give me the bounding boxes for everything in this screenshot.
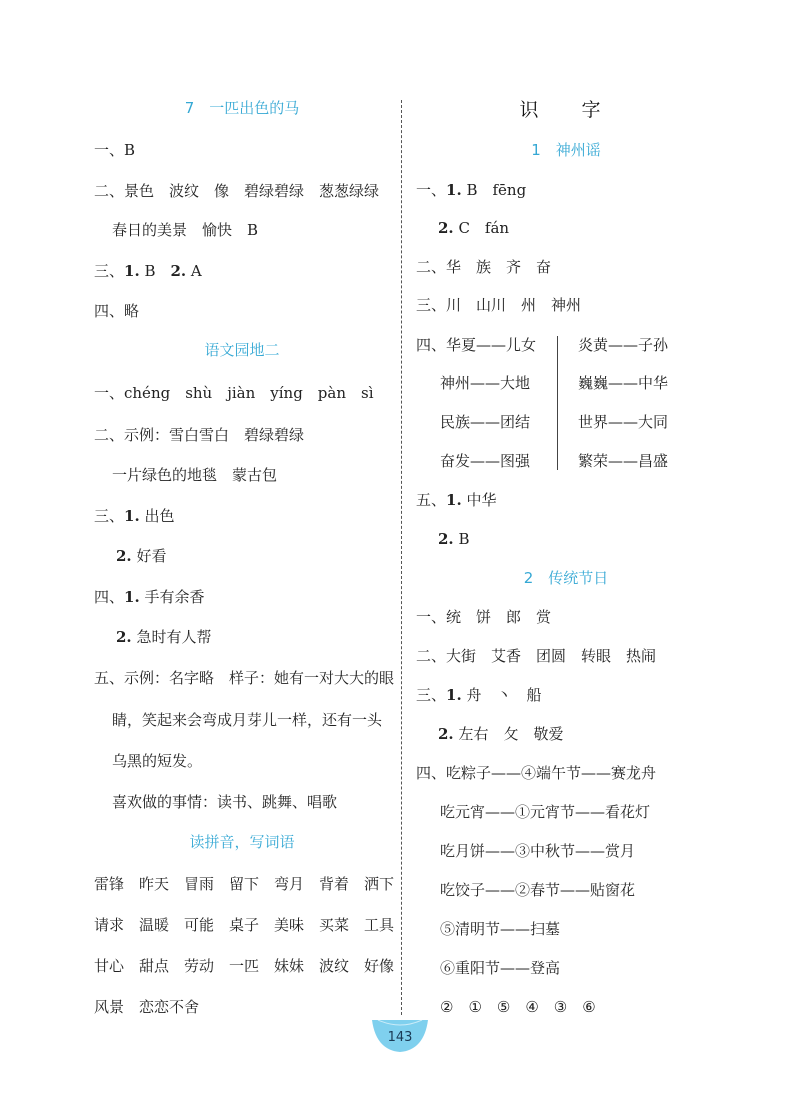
l7-q3-ans2: A (186, 262, 202, 280)
page-number-badge (372, 1020, 428, 1054)
column-divider (401, 100, 402, 1015)
s1-pair-left-2: 神州——大地 (440, 374, 531, 392)
garden-2-title: 语文园地二 (204, 341, 280, 359)
s2-festival-row-3: 吃月饼——③中秋节——赏月 (440, 842, 636, 860)
words-row-2: 请求 温暖 可能 桌子 美味 买菜 工具 (94, 916, 395, 934)
s1-pair-left-4: 奋发——图强 (440, 452, 531, 470)
garden-answer-3-2 (116, 546, 166, 566)
words-row-1: 雷锋 昨天 冒雨 留下 弯月 背着 洒下 (94, 875, 395, 893)
g-q3-num1: 1. (124, 507, 140, 525)
garden-answer-2a: 二、示例：雪白雪白 碧绿碧绿 (94, 426, 305, 444)
l7-answer-2a: 二、景色 波纹 像 碧绿碧绿 葱葱绿绿 (94, 182, 380, 200)
s1-pair-left-3: 民族——团结 (440, 413, 531, 431)
page-number: 143 (387, 1030, 413, 1045)
l7-q3-ans1: B (139, 262, 171, 280)
garden-answer-4-2 (116, 627, 211, 647)
s1-pair-right-2: 巍巍——中华 (578, 374, 669, 392)
s2-festival-row-1: 吃粽子——④端午节——赛龙舟 (446, 764, 657, 782)
s2-q3-ans2: 左右 攵 敬爱 (453, 725, 564, 743)
g-q4-ans1: 手有余香 (139, 588, 205, 606)
s1-answer-5-2 (438, 529, 469, 549)
s1-pair-right-1: 炎黄——子孙 (578, 336, 669, 354)
s2-answer-3-2 (438, 724, 563, 744)
g-q3-ans2: 好看 (131, 547, 167, 565)
garden-answer-1: 一、chéng shù jiàn yíng pàn sì (94, 384, 374, 402)
l7-answer-2b: 春日的美景 愉快 B (112, 221, 259, 239)
s1-q1-ans2: C fán (453, 219, 510, 237)
words-row-3: 甘心 甜点 劳动 一匹 妹妹 波纹 好像 (94, 957, 395, 975)
l7-answer-3 (94, 261, 202, 281)
s1-q5-num1: 1. (446, 491, 462, 509)
g-q4-ans2: 急时有人帮 (131, 628, 212, 646)
s2-q3-ans1: 舟 丶 船 (461, 686, 542, 704)
g-q3-num2: 2. (116, 547, 132, 565)
g-q4-num1: 1. (124, 588, 140, 606)
garden-answer-5a: 五、示例：名字略 样子：她有一对大大的眼 (94, 669, 395, 687)
garden-answer-3-1 (94, 506, 174, 526)
s1-answer-1-1 (416, 180, 526, 200)
s1-pair-right-3: 世界——大同 (578, 413, 669, 431)
s2-q3-prefix: 三、 (416, 686, 447, 704)
s2-festival-row-6: ⑥重阳节——登高 (440, 959, 561, 977)
s2-answer-3-1 (416, 685, 541, 705)
s1-answer-3: 三、川 山川 州 神州 (416, 296, 582, 314)
pinyin-words-title: 读拼音，写词语 (189, 833, 295, 851)
words-row-4: 风景 恋恋不舍 (94, 998, 200, 1016)
s1-q1-num2: 2. (438, 219, 454, 237)
s1-pair-right-4: 繁荣——昌盛 (578, 452, 669, 470)
s2-q3-num1: 1. (446, 686, 462, 704)
l7-q3-num2: 2. (170, 262, 187, 280)
s1-answer-2: 二、华 族 齐 奋 (416, 258, 552, 276)
g-q3-prefix: 三、 (94, 507, 125, 525)
s2-festival-row-5: ⑤清明节——扫墓 (440, 920, 561, 938)
l7-q3-num1: 1. (124, 262, 140, 280)
s2-festival-row-4: 吃饺子——②春节——贴窗花 (440, 881, 636, 899)
s2-answer-1: 一、统 饼 郎 赏 (416, 608, 552, 626)
garden-answer-5d: 喜欢做的事情：读书、跳舞、唱歌 (112, 793, 338, 811)
s1-answer-4-prefix: 四、 (416, 336, 447, 354)
g-q4-num2: 2. (116, 628, 132, 646)
garden-answer-5b: 睛，笑起来会弯成月芽儿一样，还有一头 (112, 711, 383, 729)
s2-answer-4-prefix: 四、 (416, 764, 447, 782)
garden-answer-5c: 乌黑的短发。 (112, 752, 203, 770)
garden-answer-2b: 一片绿色的地毯 蒙古包 (112, 466, 278, 484)
s1-q5-ans2: B (453, 530, 470, 548)
s1-answer-5-1 (416, 490, 496, 510)
s2-festival-row-2: 吃元宵——①元宵节——看花灯 (440, 803, 651, 821)
garden-answer-4-1 (94, 587, 204, 607)
pair-divider (557, 336, 558, 470)
s1-q1-num1: 1. (446, 181, 462, 199)
s1-q5-ans1: 中华 (461, 491, 497, 509)
s1-q1-ans1: B fēng (461, 181, 527, 199)
lesson-1-title: 1 神州谣 (531, 141, 601, 159)
l7-answer-4: 四、略 (94, 302, 140, 320)
s1-pair-left-1: 华夏——儿女 (446, 336, 537, 354)
s1-answer-1-2 (438, 218, 509, 238)
l7-q3-prefix: 三、 (94, 262, 125, 280)
section-title: 识 字 (519, 99, 613, 121)
l7-answer-1: 一、B (94, 141, 136, 159)
lesson-7-title: 7 一匹出色的马 (184, 99, 300, 117)
s1-q5-num2: 2. (438, 530, 454, 548)
lesson-2-title: 2 传统节日 (523, 569, 609, 587)
s2-answer-2: 二、大街 艾香 团圆 转眼 热闹 (416, 647, 657, 665)
s2-order-row: ② ① ⑤ ④ ③ ⑥ (440, 998, 596, 1016)
g-q3-ans1: 出色 (139, 507, 175, 525)
s1-q1-prefix: 一、 (416, 181, 447, 199)
g-q4-prefix: 四、 (94, 588, 125, 606)
s2-q3-num2: 2. (438, 725, 454, 743)
s1-q5-prefix: 五、 (416, 491, 447, 509)
